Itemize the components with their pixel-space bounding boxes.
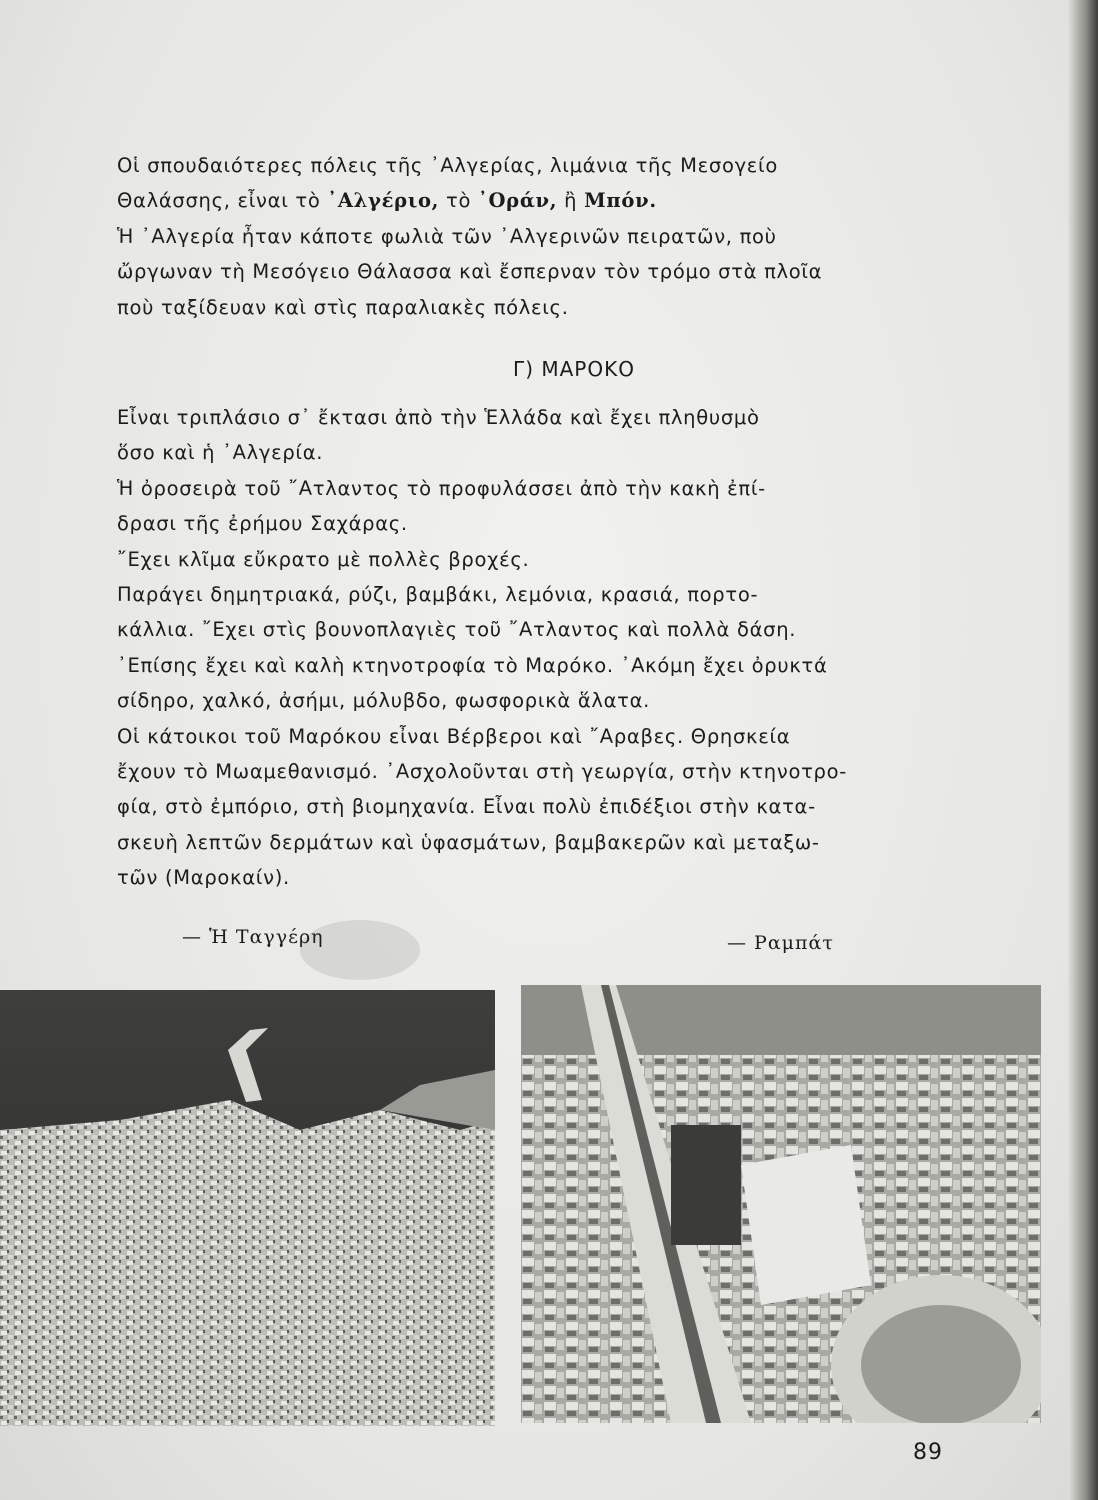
tangier-image <box>0 990 495 1426</box>
city-bone: Μπόν. <box>584 189 657 213</box>
photo-rabat <box>521 985 1041 1423</box>
city-algiers: ᾽Αλγέριο, <box>327 189 440 213</box>
text-line: Ἡ ᾽Αλγερία ἦταν κάποτε φωλιὰ τῶν ᾽Αλγερινῶν πειρατῶν, ποὺ <box>117 224 777 248</box>
page-number: 89 <box>913 1440 943 1465</box>
caption-tangier: — Ἡ Ταγγέρη <box>182 926 324 948</box>
text-line: σκευὴ λεπτῶν δερμάτων καὶ ὑφασμάτων, βαμβακερῶν καὶ μεταξω- <box>117 830 820 854</box>
text-line: ῎Εχει κλῖμα εὔκρατο μὲ πολλὲς βροχές. <box>117 547 530 571</box>
caption-rabat: — Ραμπάτ <box>727 932 834 954</box>
photo-tangier <box>0 990 495 1426</box>
text-line: ὅσο καὶ ἡ ᾽Αλγερία. <box>117 441 324 465</box>
text-line: Οἱ κάτοικοι τοῦ Μαρόκου εἶναι Βέρβεροι καὶ ῎Αραβες. Θρησκεία <box>117 724 791 748</box>
text-run: ἢ <box>557 189 585 213</box>
text-line: Ἡ ὀροσειρὰ τοῦ ῎Ατλαντος τὸ προφυλάσσει ἀπὸ τὴν κακὴ ἐπί- <box>117 476 766 500</box>
text-line: Παράγει δημητριακά, ρύζι, βαμβάκι, λεμόνια, κρασιά, πορτο- <box>117 583 759 607</box>
text-line: ποὺ ταξίδευαν καὶ στὶς παραλιακὲς πόλεις. <box>117 295 569 319</box>
city-oran: ᾽Οράν, <box>478 189 558 213</box>
section-heading: Γ) ΜΑΡΟΚΟ <box>513 357 635 381</box>
rabat-image <box>521 985 1041 1423</box>
text-line: Εἶναι τριπλάσιο σ᾽ ἔκτασι ἀπὸ τὴν Ἑλλάδα καὶ ἔχει πληθυσμὸ <box>117 406 760 429</box>
text-line: ᾽Επίσης ἔχει καὶ καλὴ κτηνοτροφία τὸ Μαρόκο. ᾽Ακόμη ἔχει ὀρυκτά <box>117 653 828 677</box>
text-run: τὸ <box>439 189 479 213</box>
text-line: Οἱ σπουδαιότερες πόλεις τῆς ᾽Αλγερίας, λιμάνια τῆς Μεσογείο <box>117 154 778 177</box>
text-line: φία, στὸ ἐμπόριο, στὴ βιομηχανία. Εἶναι πολὺ ἐπιδέξιοι στὴν κατα- <box>117 795 816 819</box>
text-line: σίδηρο, χαλκό, ἀσήμι, μόλυβδο, φωσφορικὰ ἅλατα. <box>117 689 651 713</box>
text-line <box>117 183 943 218</box>
morocco-paragraphs <box>117 400 943 896</box>
text-line: ἔχουν τὸ Μωαμεθανισμό. ᾽Ασχολοῦνται στὴ γεωργία, στὴν κτηνοτρο- <box>117 760 847 784</box>
text-line: κάλλια. ῎Εχει στὶς βουνοπλαγιὲς τοῦ ῎Ατλαντος καὶ πολλὰ δάση. <box>117 618 797 642</box>
top-paragraphs <box>117 148 943 325</box>
text-line: ὤργωναν τὴ Μεσόγειο Θάλασσα καὶ ἔσπερναν τὸν τρόμο στὰ πλοῖα <box>117 260 823 284</box>
text-line: τῶν (Μαροκαίν). <box>117 866 290 890</box>
text-run: Θαλάσσης, εἶναι τὸ <box>117 189 328 213</box>
text-line: δρασι τῆς ἐρήμου Σαχάρας. <box>117 512 408 536</box>
page-edge-shadow <box>1068 0 1098 1500</box>
